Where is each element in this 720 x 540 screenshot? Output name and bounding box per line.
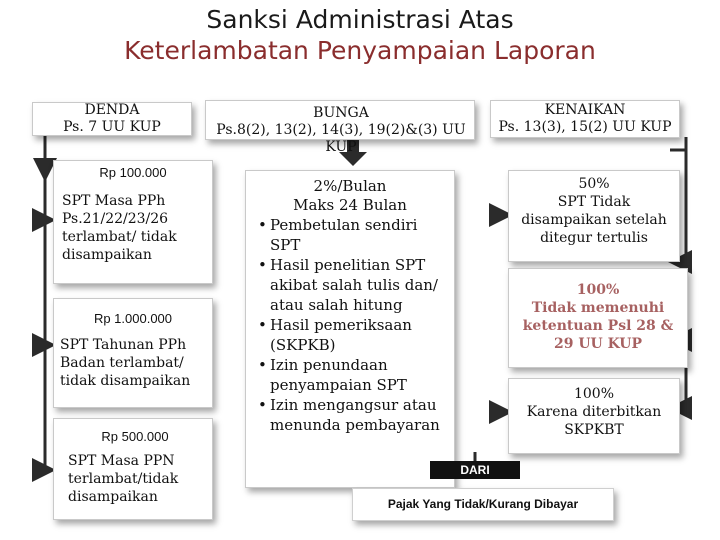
denda-header bbox=[32, 102, 192, 136]
bunga-list bbox=[256, 215, 444, 435]
denda-box-1 bbox=[53, 160, 213, 284]
bunga-item-4: • Izin penundaan penyampaian SPT bbox=[256, 355, 444, 395]
denda-connector bbox=[45, 134, 50, 470]
kenaikan-title: KENAIKAN bbox=[544, 102, 626, 118]
denda-desc-1: SPT Masa PPh Ps.21/22/23/26 terlambat/ tidak disampaikan bbox=[62, 193, 177, 263]
denda-amount-1: Rp 100.000 bbox=[99, 165, 167, 180]
kenaikan-header bbox=[490, 102, 680, 136]
bunga-item-2: • Hasil penelitian SPT akibat salah tulis dan/ atau salah hitung bbox=[256, 255, 444, 315]
pajak-box: Pajak Yang Tidak/Kurang Dibayar bbox=[352, 488, 614, 521]
denda-box-3 bbox=[53, 418, 213, 520]
kenaikan-desc-3: Karena diterbitkan SKPKBT bbox=[526, 404, 662, 438]
denda-title: DENDA bbox=[84, 102, 140, 118]
kenaikan-pct-1: 50% bbox=[578, 176, 610, 192]
bunga-title: BUNGA bbox=[313, 105, 369, 121]
denda-box-2 bbox=[53, 298, 213, 408]
bunga-rate: 2%/Bulan bbox=[313, 177, 387, 195]
title-line-1: Sanksi Administrasi Atas bbox=[206, 5, 514, 34]
bunga-item-5: • Izin mengangsur atau menunda pembayaran bbox=[256, 395, 444, 435]
kenaikan-pct-3: 100% bbox=[573, 386, 615, 402]
denda-ref: Ps. 7 UU KUP bbox=[63, 119, 161, 135]
denda-desc-2: SPT Tahunan PPh Badan terlambat/ tidak disampaikan bbox=[60, 337, 191, 389]
denda-amount-2: Rp 1.000.000 bbox=[93, 311, 173, 326]
kenaikan-pct-2: 100% bbox=[576, 282, 620, 298]
denda-amount-3: Rp 500.000 bbox=[101, 429, 169, 444]
bunga-max: Maks 24 Bulan bbox=[293, 196, 407, 214]
kenaikan-box-1 bbox=[508, 170, 680, 262]
kenaikan-box-2 bbox=[508, 268, 688, 368]
kenaikan-desc-2: Tidak memenuhi ketentuan Psl 28 & 29 UU KUP bbox=[522, 300, 674, 352]
dari-label: DARI bbox=[430, 461, 520, 479]
bunga-ref: Ps.8(2), 13(2), 14(3), 19(2)&(3) UU KUP bbox=[216, 122, 466, 155]
bunga-item-1: • Pembetulan sendiri SPT bbox=[256, 215, 444, 255]
bunga-header bbox=[200, 105, 482, 156]
bunga-box bbox=[245, 170, 455, 488]
title-line-2: Keterlambatan Penyampaian Laporan bbox=[124, 36, 596, 65]
kenaikan-desc-1: SPT Tidak disampaikan setelah ditegur tertulis bbox=[521, 194, 667, 246]
kenaikan-ref: Ps. 13(3), 15(2) UU KUP bbox=[498, 119, 672, 135]
denda-desc-3: SPT Masa PPN terlambat/tidak disampaikan bbox=[68, 453, 179, 505]
bunga-item-3: • Hasil pemeriksaan (SKPKB) bbox=[256, 315, 444, 355]
kenaikan-box-3 bbox=[508, 378, 680, 454]
